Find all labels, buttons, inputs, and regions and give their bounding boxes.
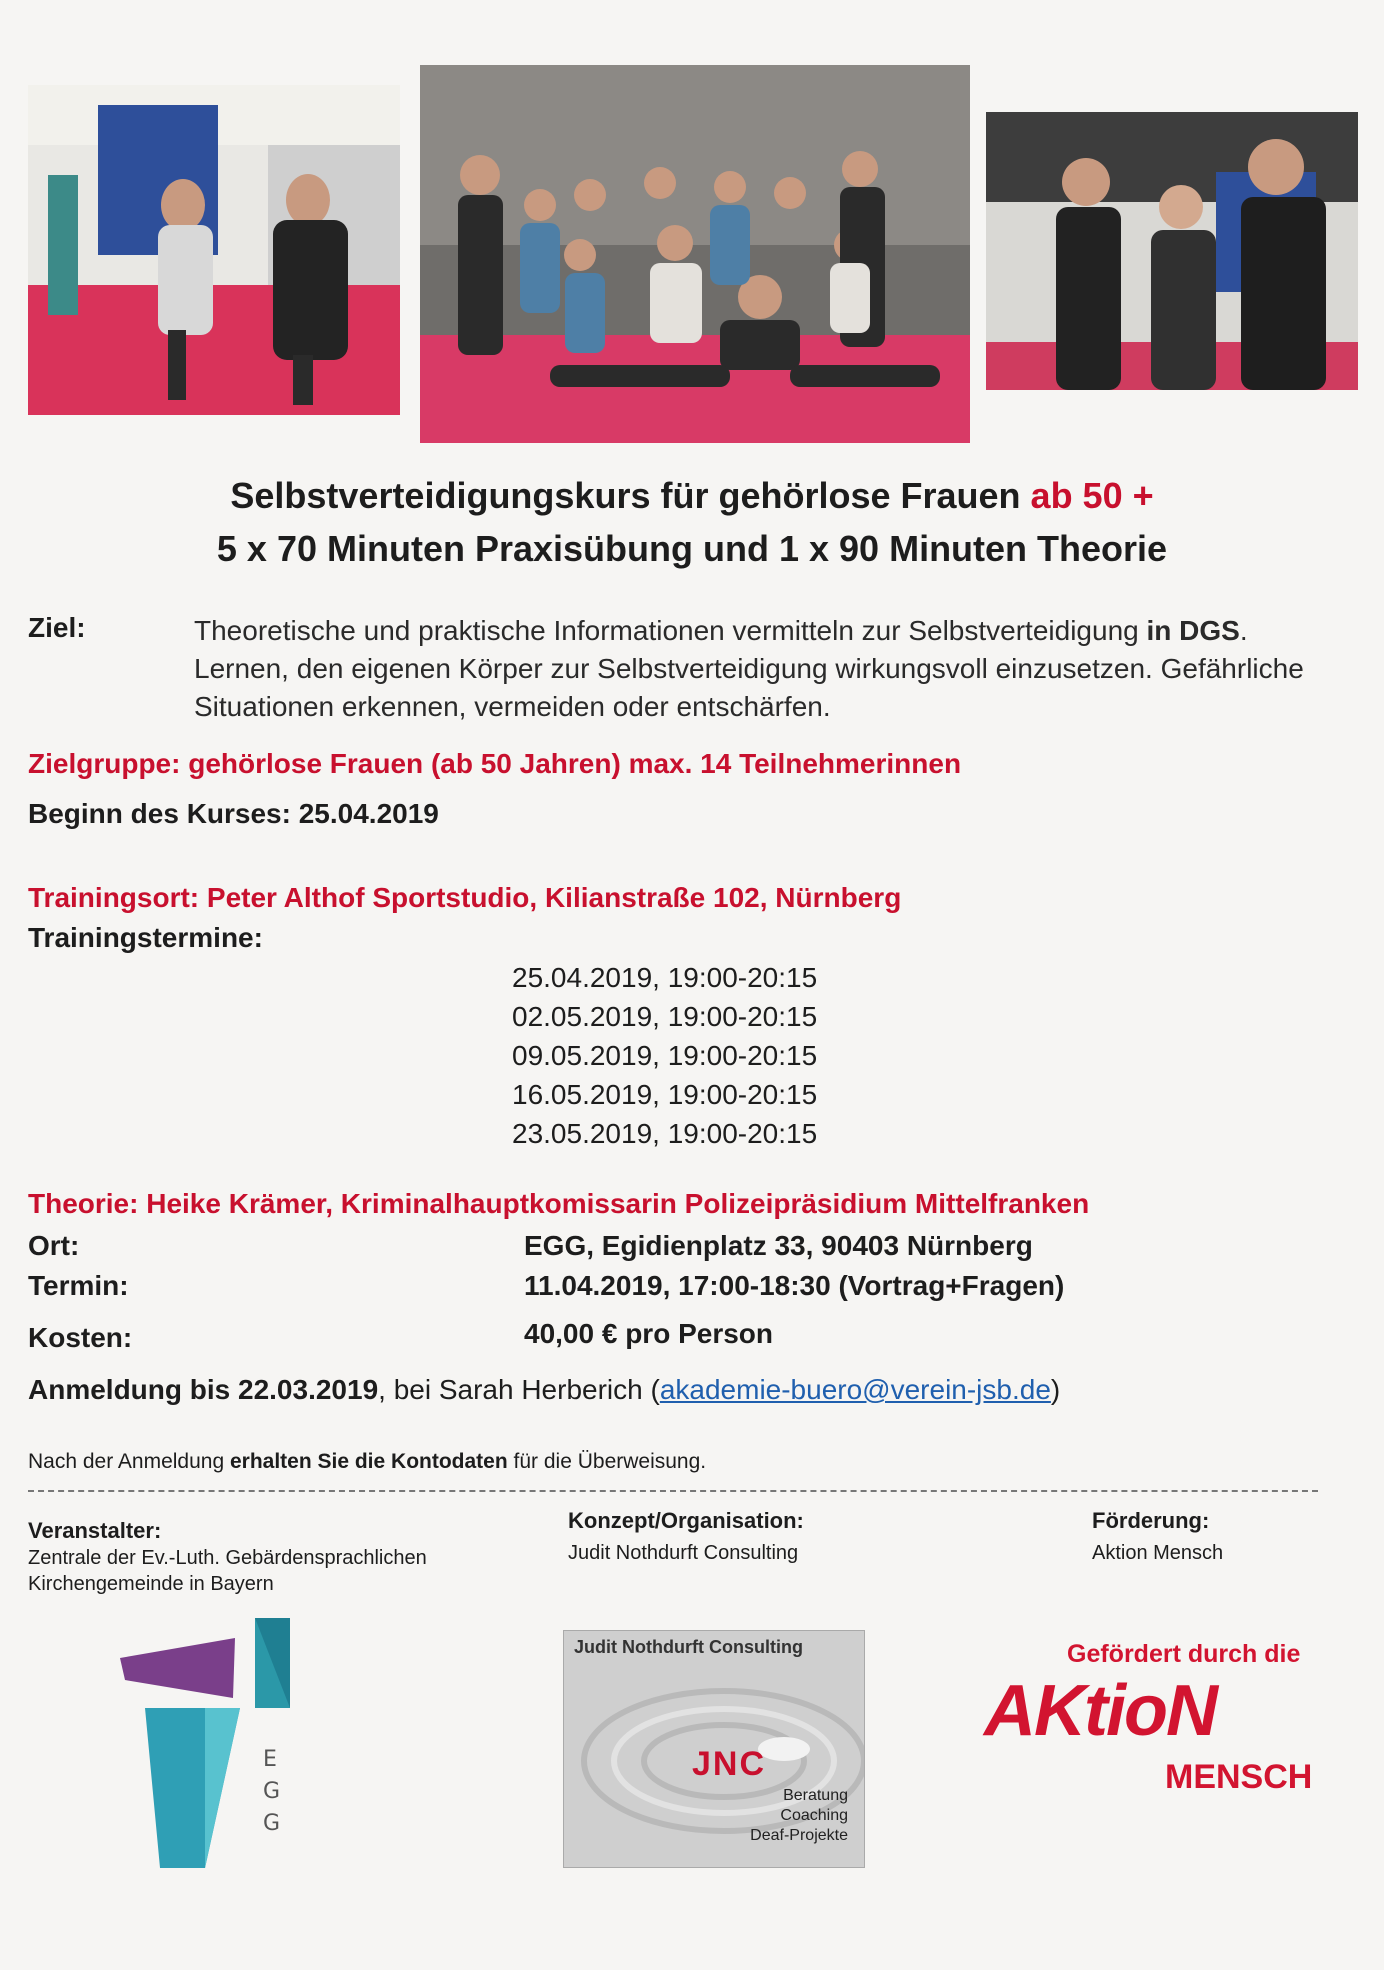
zielgruppe: Zielgruppe: gehörlose Frauen (ab 50 Jahren) max. 14 Teilnehmerinnen [28, 748, 962, 779]
veranstalter-heading: Veranstalter: [28, 1518, 162, 1543]
kosten-value: 40,00 € pro Person [524, 1318, 774, 1349]
aktion-mensch-logo: AKtioN [984, 1671, 1216, 1751]
veranstalter-text: Zentrale der Ev.-Luth. Gebärdensprachlichen Kirchengemeinde in Bayern [28, 1547, 427, 1595]
konzept-heading: Konzept/Organisation: [568, 1508, 804, 1533]
trainingstermine-label: Trainingstermine: [28, 922, 263, 953]
kosten-label: Kosten: [28, 1322, 133, 1353]
kurs-beginn: Beginn des Kurses: 25.04.2019 [28, 798, 439, 829]
trainingsort: Trainingsort: Peter Althof Sportstudio, Kilianstraße 102, Nürnberg [28, 882, 902, 913]
ort-label: Ort: [28, 1230, 80, 1261]
headline-title: Selbstverteidigungskurs für gehörlose Frauen ab 50 + [230, 475, 1154, 516]
termin-item: 09.05.2019, 19:00-20:15 [512, 1040, 818, 1071]
egg-logo [115, 1618, 315, 1878]
termin-label: Termin: [28, 1270, 129, 1301]
ort-value: EGG, Egidienplatz 33, 90403 Nürnberg [524, 1230, 1033, 1261]
email-link[interactable]: akademie-buero@verein-jsb.de [659, 1374, 1051, 1405]
egg-letter: E [263, 1747, 277, 1772]
egg-letter: G [263, 1779, 281, 1804]
termin-item: 16.05.2019, 19:00-20:15 [512, 1079, 818, 1110]
headline-highlight: ab 50 + [1030, 475, 1154, 516]
jnc-company: Judit Nothdurft Consulting [574, 1637, 803, 1657]
konzept-text: Judit Nothdurft Consulting [568, 1542, 799, 1564]
theorie: Theorie: Heike Krämer, Kriminalhauptkomissarin Polizeipräsidium Mittelfranken [28, 1188, 1090, 1219]
egg-letter: G [263, 1811, 281, 1836]
photo-self-defense-pair [28, 85, 400, 415]
jnc-name: JNC [692, 1745, 767, 1783]
ziel-text: Theoretische und praktische Informationen vermitteln zur Selbstverteidigung in DGS. Lernen, den eigenen Körper zur Selbstverteidigung wirkungsvoll einzusetzen. Gefährliche Situationen erkennen, vermeiden oder entschärfen. [194, 615, 1304, 722]
jnc-service: Beratung [783, 1787, 848, 1804]
termin-item: 02.05.2019, 19:00-20:15 [512, 1001, 818, 1032]
foerderung-heading: Förderung: [1092, 1508, 1210, 1533]
ziel-label: Ziel: [28, 612, 86, 643]
jnc-logo [563, 1630, 865, 1868]
jnc-service: Deaf-Projekte [750, 1827, 848, 1844]
divider [28, 1490, 1318, 1492]
photo-trainers [986, 112, 1358, 390]
jnc-service: Coaching [780, 1807, 848, 1824]
termin-value: 11.04.2019, 17:00-18:30 (Vortrag+Fragen) [524, 1270, 1065, 1301]
trainingstermine-list [512, 958, 817, 1153]
termin-item: 25.04.2019, 19:00-20:15 [512, 962, 818, 993]
foerderung-text: Aktion Mensch [1092, 1542, 1224, 1564]
aktion-mensch-word: MENSCH [1165, 1758, 1313, 1796]
headline-subtitle: 5 x 70 Minuten Praxisübung und 1 x 90 Minuten Theorie [216, 528, 1168, 569]
photo-group [420, 65, 970, 443]
note: Nach der Anmeldung erhalten Sie die Kontodaten für die Überweisung. [28, 1450, 707, 1473]
anmeldung: Anmeldung bis 22.03.2019, bei Sarah Herberich (akademie-buero@verein-jsb.de) [28, 1374, 1061, 1405]
termin-item: 23.05.2019, 19:00-20:15 [512, 1118, 818, 1149]
aktion-tagline: Gefördert durch die [1067, 1640, 1301, 1668]
